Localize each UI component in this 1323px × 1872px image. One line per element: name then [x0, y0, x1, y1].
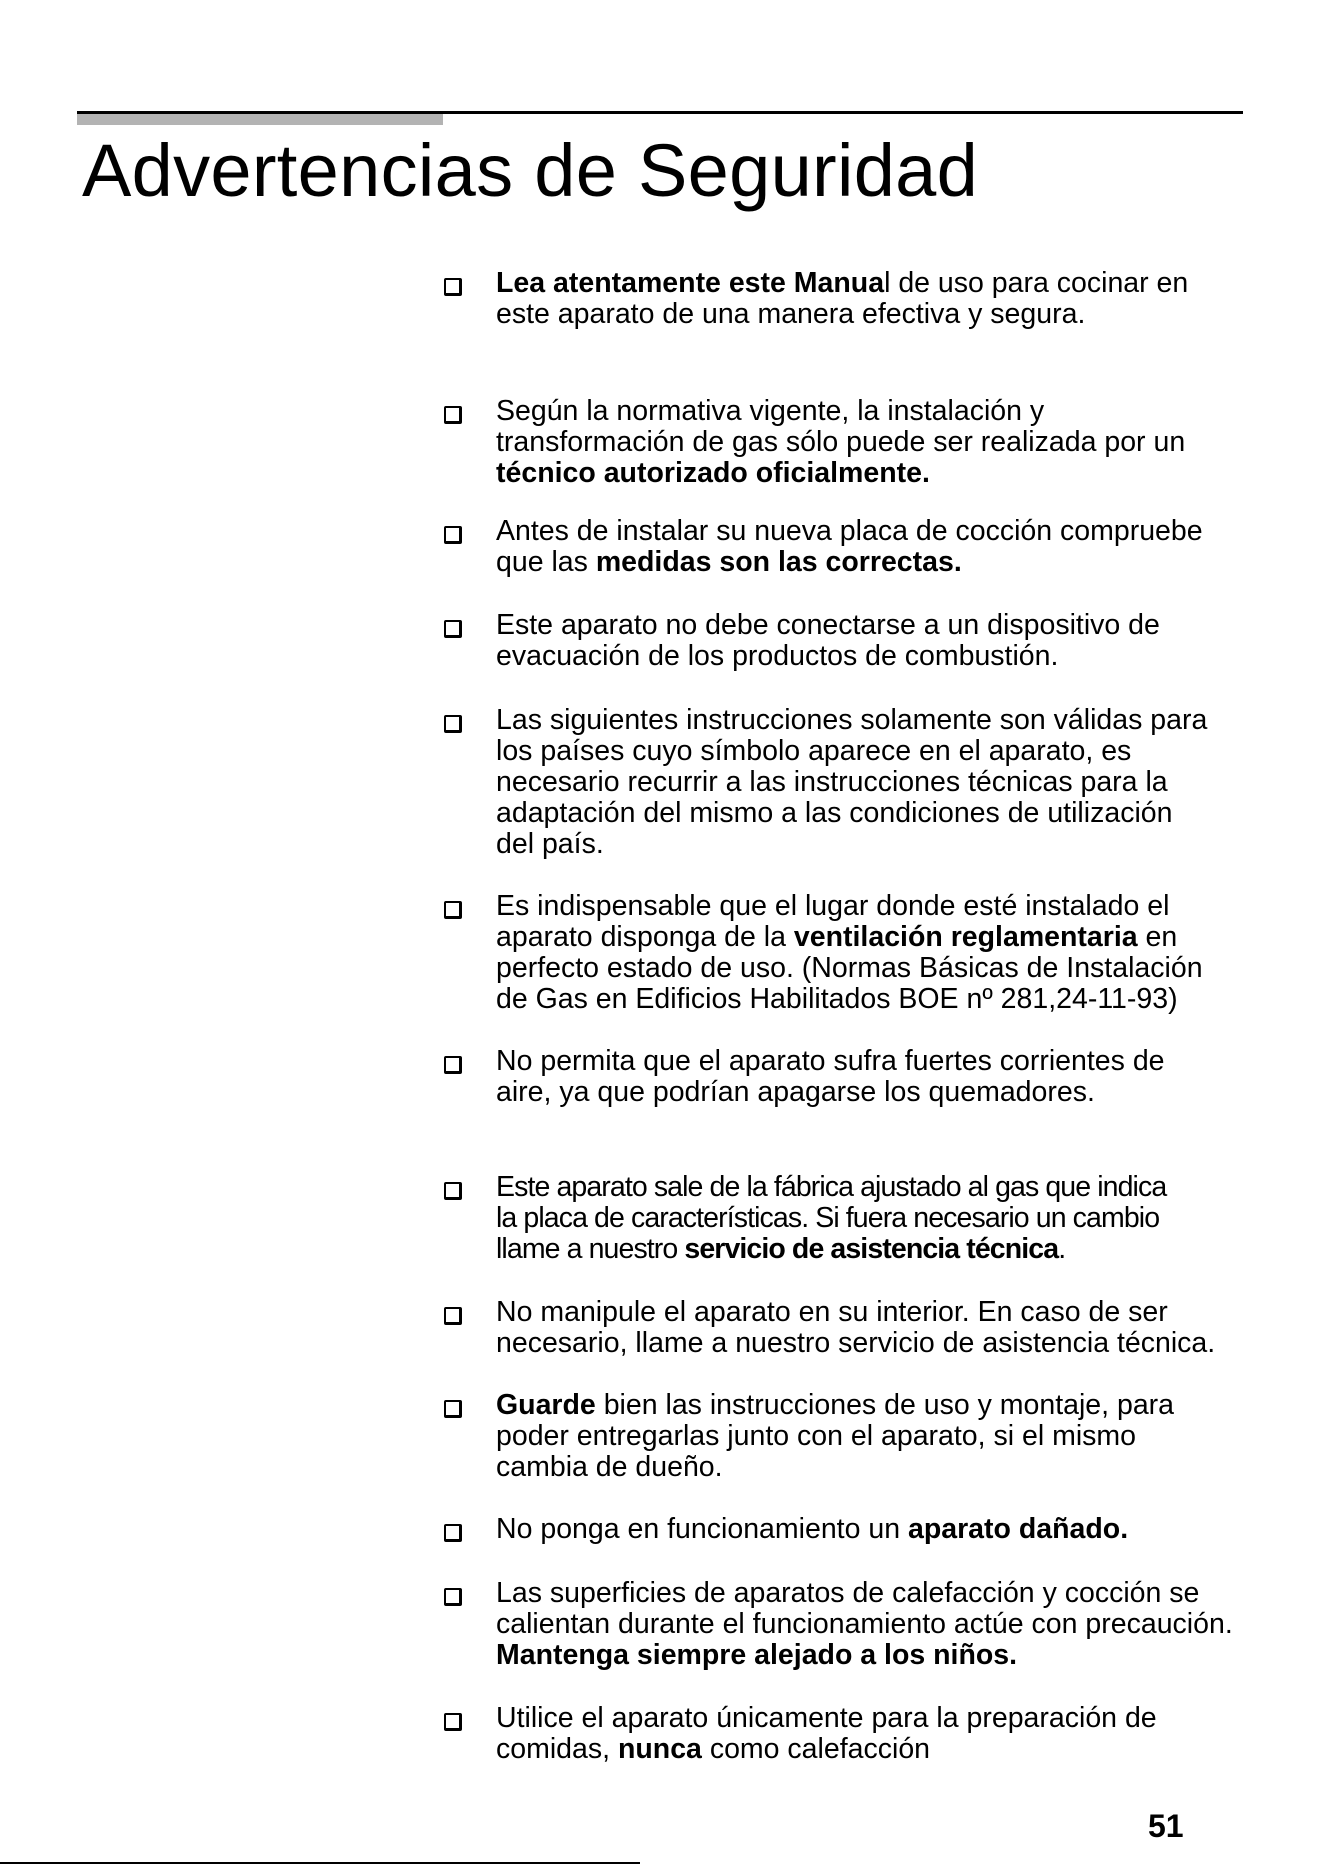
checkbox-bullet-icon [444, 1307, 462, 1325]
body-text: de Gas en Edificios Habilitados BOE nº 281,24-11-93) [496, 983, 1178, 1015]
body-text: del país. [496, 828, 604, 860]
emphasis-text: Mantenga siempre alejado a los niños. [496, 1639, 1018, 1671]
list-item-text [496, 1172, 1296, 1265]
checkbox-bullet-icon [444, 1056, 462, 1074]
checkbox-bullet-icon [444, 1713, 462, 1731]
body-text: comidas, [496, 1733, 618, 1765]
body-text: los países cuyo símbolo aparece en el aparato, es [496, 735, 1132, 767]
body-text: Las superficies de aparatos de calefacción y cocción se [496, 1577, 1200, 1609]
list-item-text [496, 891, 1296, 1015]
emphasis-text: medidas son las correctas. [595, 546, 962, 578]
emphasis-text: nunca [617, 1733, 702, 1765]
emphasis-text: Lea atentamente este Manua [496, 267, 885, 299]
body-text: perfecto estado de uso. (Normas Básicas de Instalación [496, 952, 1203, 984]
checkbox-bullet-icon [444, 526, 462, 544]
list-item-text [496, 1297, 1296, 1359]
body-text: calientan durante el funcionamiento actúe con precaución. [496, 1608, 1233, 1640]
body-text: necesario, llame a nuestro servicio de asistencia técnica. [496, 1327, 1216, 1359]
body-text: adaptación del mismo a las condiciones de utilización [496, 797, 1173, 829]
body-text: l de uso para cocinar en [884, 267, 1189, 299]
body-text: transformación de gas sólo puede ser realizada por un [496, 426, 1186, 458]
checkbox-bullet-icon [444, 1400, 462, 1418]
body-text: poder entregarlas junto con el aparato, si el mismo [496, 1420, 1137, 1452]
body-text: aire, ya que podrían apagarse los quemadores. [496, 1076, 1095, 1108]
page-title: Advertencias de Seguridad [82, 129, 979, 212]
body-text: en [1137, 921, 1178, 953]
list-item-text [496, 705, 1296, 860]
body-text: Es indispensable que el lugar donde esté instalado el [496, 890, 1170, 922]
footer-rule [0, 1862, 640, 1864]
list-item-text [496, 268, 1296, 330]
list-item-text [496, 1046, 1296, 1108]
emphasis-text: Guarde [496, 1389, 596, 1421]
body-text: necesario recurrir a las instrucciones técnicas para la [496, 766, 1168, 798]
body-text: . [1058, 1233, 1066, 1265]
body-text: No manipule el aparato en su interior. En caso de ser [496, 1296, 1168, 1328]
body-text: No permita que el aparato sufra fuertes corrientes de [496, 1045, 1165, 1077]
emphasis-text: aparato dañado. [907, 1513, 1129, 1545]
emphasis-text: servicio de asistencia técnica [684, 1233, 1059, 1265]
list-item-text [496, 1703, 1296, 1765]
body-text: bien las instrucciones de uso y montaje, para [595, 1389, 1175, 1421]
list-item-text [496, 396, 1296, 489]
body-text: evacuación de los productos de combustión. [496, 640, 1059, 672]
body-text: Las siguientes instrucciones solamente son válidas para [496, 704, 1208, 736]
checkbox-bullet-icon [444, 1524, 462, 1542]
body-text: la placa de características. Si fuera necesario un cambio [496, 1202, 1160, 1234]
body-text: como calefacción [701, 1733, 931, 1765]
body-text: Según la normativa vigente, la instalación y [496, 395, 1045, 427]
checkbox-bullet-icon [444, 1182, 462, 1200]
checkbox-bullet-icon [444, 715, 462, 733]
list-item-text [496, 1578, 1296, 1671]
body-text: Este aparato sale de la fábrica ajustado al gas que indica [496, 1171, 1167, 1203]
list-item-text [496, 1514, 1296, 1545]
body-text: este aparato de una manera efectiva y segura. [496, 298, 1086, 330]
body-text: cambia de dueño. [496, 1451, 723, 1483]
page-number: 51 [1148, 1808, 1184, 1844]
header-accent-bar [77, 114, 443, 125]
emphasis-text: técnico autorizado oficialmente. [496, 457, 930, 489]
checkbox-bullet-icon [444, 278, 462, 296]
body-text: llame a nuestro [496, 1233, 685, 1265]
list-item-text [496, 516, 1296, 578]
body-text: aparato disponga de la [496, 921, 794, 953]
list-item-text [496, 610, 1296, 672]
body-text: Utilice el aparato únicamente para la preparación de [496, 1702, 1157, 1734]
body-text: que las [496, 546, 596, 578]
body-text: Este aparato no debe conectarse a un dispositivo de [496, 609, 1160, 641]
emphasis-text: ventilación reglamentaria [793, 921, 1138, 953]
checkbox-bullet-icon [444, 901, 462, 919]
checkbox-bullet-icon [444, 1588, 462, 1606]
body-text: No ponga en funcionamiento un [496, 1513, 908, 1545]
checkbox-bullet-icon [444, 620, 462, 638]
body-text: Antes de instalar su nueva placa de cocción compruebe [496, 515, 1203, 547]
list-item-text [496, 1390, 1296, 1483]
checkbox-bullet-icon [444, 406, 462, 424]
